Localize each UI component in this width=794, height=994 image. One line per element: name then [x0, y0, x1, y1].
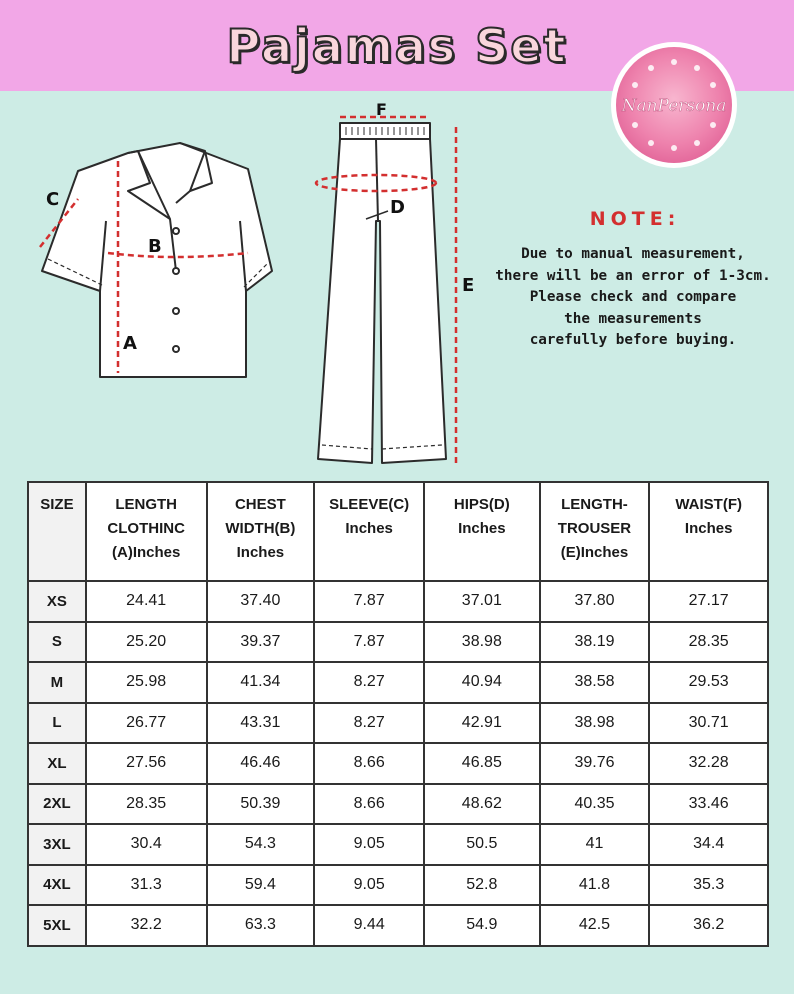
measurement-cell: 30.4 — [86, 824, 207, 865]
column-header-line: (A)Inches — [112, 544, 181, 561]
label-f: F — [376, 100, 387, 119]
measurement-cell: 31.3 — [86, 865, 207, 906]
column-header-line: CLOTHINC — [107, 520, 185, 537]
measurement-cell: 39.76 — [540, 743, 650, 784]
measurement-cell: 43.31 — [207, 703, 315, 744]
column-header — [28, 482, 86, 581]
measurement-cell: 38.98 — [540, 703, 650, 744]
size-cell: L — [28, 703, 86, 744]
measurement-cell: 63.3 — [207, 905, 315, 946]
column-header — [424, 482, 540, 581]
measurement-cell: 36.2 — [649, 905, 768, 946]
measurement-cell: 38.58 — [540, 662, 650, 703]
measurement-cell: 41.34 — [207, 662, 315, 703]
size-chart-table — [27, 481, 769, 947]
measurement-cell: 9.44 — [314, 905, 424, 946]
label-d: D — [390, 197, 405, 218]
measurement-cell: 35.3 — [649, 865, 768, 906]
measurement-cell: 34.4 — [649, 824, 768, 865]
size-cell: 4XL — [28, 865, 86, 906]
measurement-cell: 24.41 — [86, 581, 207, 622]
measurement-cell: 41 — [540, 824, 650, 865]
column-header-line: WIDTH(B) — [225, 520, 296, 537]
measurement-cell: 8.27 — [314, 703, 424, 744]
note-body — [478, 244, 788, 352]
measurement-cell: 48.62 — [424, 784, 540, 825]
measurement-cell: 41.8 — [540, 865, 650, 906]
measurement-cell: 25.20 — [86, 622, 207, 663]
table-row — [28, 662, 768, 703]
column-header-line: SLEEVE(C) — [329, 496, 410, 513]
measurement-cell: 50.39 — [207, 784, 315, 825]
size-cell: M — [28, 662, 86, 703]
brand-name: NanPersona — [621, 96, 727, 116]
measurement-cell: 54.9 — [424, 905, 540, 946]
measurement-cell: 42.91 — [424, 703, 540, 744]
measurement-cell: 7.87 — [314, 622, 424, 663]
measurement-cell: 37.01 — [424, 581, 540, 622]
shirt-illustration — [42, 143, 272, 377]
measurement-cell: 8.66 — [314, 784, 424, 825]
size-cell: XS — [28, 581, 86, 622]
column-header — [314, 482, 424, 581]
column-header-line: Inches — [684, 520, 733, 537]
table-row — [28, 784, 768, 825]
column-header — [86, 482, 207, 581]
measurement-cell: 40.35 — [540, 784, 650, 825]
size-cell: 3XL — [28, 824, 86, 865]
column-header-line: WAIST(F) — [675, 496, 742, 513]
measurement-cell: 27.17 — [649, 581, 768, 622]
table-row — [28, 905, 768, 946]
measurement-cell: 59.4 — [207, 865, 315, 906]
note-line: there will be an error of 1-3cm. — [495, 267, 771, 284]
column-header — [540, 482, 650, 581]
measurement-cell: 27.56 — [86, 743, 207, 784]
measurement-cell: 9.05 — [314, 824, 424, 865]
measurement-cell: 33.46 — [649, 784, 768, 825]
measurement-cell: 42.5 — [540, 905, 650, 946]
column-header-line: LENGTH — [115, 496, 177, 513]
column-header-line: Inches — [458, 520, 506, 537]
size-cell: 5XL — [28, 905, 86, 946]
column-header-line: LENGTH- — [561, 496, 628, 513]
column-header-line: (E)Inches — [560, 544, 629, 561]
table-row — [28, 622, 768, 663]
measurement-cell: 38.19 — [540, 622, 650, 663]
header-row — [28, 482, 768, 581]
measurement-cell: 8.27 — [314, 662, 424, 703]
measurement-cell: 52.8 — [424, 865, 540, 906]
label-c: C — [46, 189, 60, 210]
size-cell: S — [28, 622, 86, 663]
column-header-line: TROUSER — [557, 520, 632, 537]
table-row — [28, 703, 768, 744]
column-header-line: Inches — [236, 544, 285, 561]
size-cell: XL — [28, 743, 86, 784]
table-row — [28, 865, 768, 906]
table-row — [28, 581, 768, 622]
column-header — [207, 482, 315, 581]
label-a: A — [123, 333, 137, 354]
note-line: Due to manual measurement, — [521, 246, 745, 262]
column-header-line: SIZE — [40, 496, 74, 513]
measurement-cell: 54.3 — [207, 824, 315, 865]
measurement-cell: 38.98 — [424, 622, 540, 663]
note-line: Please check and compare — [529, 289, 737, 305]
label-b: B — [148, 236, 162, 257]
measurement-cell: 9.05 — [314, 865, 424, 906]
measurement-cell: 28.35 — [86, 784, 207, 825]
measurement-cell: 40.94 — [424, 662, 540, 703]
table-row — [28, 824, 768, 865]
measurement-cell: 28.35 — [649, 622, 768, 663]
measurement-cell: 29.53 — [649, 662, 768, 703]
note-line: carefully before buying. — [529, 332, 737, 348]
label-e: E — [462, 275, 475, 296]
column-header-line: Inches — [345, 520, 393, 537]
measurement-cell: 7.87 — [314, 581, 424, 622]
measurement-cell: 26.77 — [86, 703, 207, 744]
measurement-cell: 39.37 — [207, 622, 315, 663]
table-row — [28, 743, 768, 784]
note-title: NOTE: — [589, 208, 681, 230]
size-cell: 2XL — [28, 784, 86, 825]
measurement-cell: 37.40 — [207, 581, 315, 622]
measurement-cell: 37.80 — [540, 581, 650, 622]
measurement-cell: 25.98 — [86, 662, 207, 703]
measurement-cell: 32.2 — [86, 905, 207, 946]
column-header-line: CHEST — [234, 496, 286, 513]
note-line: the measurements — [564, 310, 702, 327]
column-header — [649, 482, 768, 581]
measurement-cell: 30.71 — [649, 703, 768, 744]
measurement-cell: 32.28 — [649, 743, 768, 784]
page-title: Pajamas Set — [226, 18, 568, 73]
measurement-cell: 46.85 — [424, 743, 540, 784]
measurement-cell: 8.66 — [314, 743, 424, 784]
measurement-cell: 46.46 — [207, 743, 315, 784]
column-header-line: HIPS(D) — [453, 496, 510, 513]
measurement-cell: 50.5 — [424, 824, 540, 865]
